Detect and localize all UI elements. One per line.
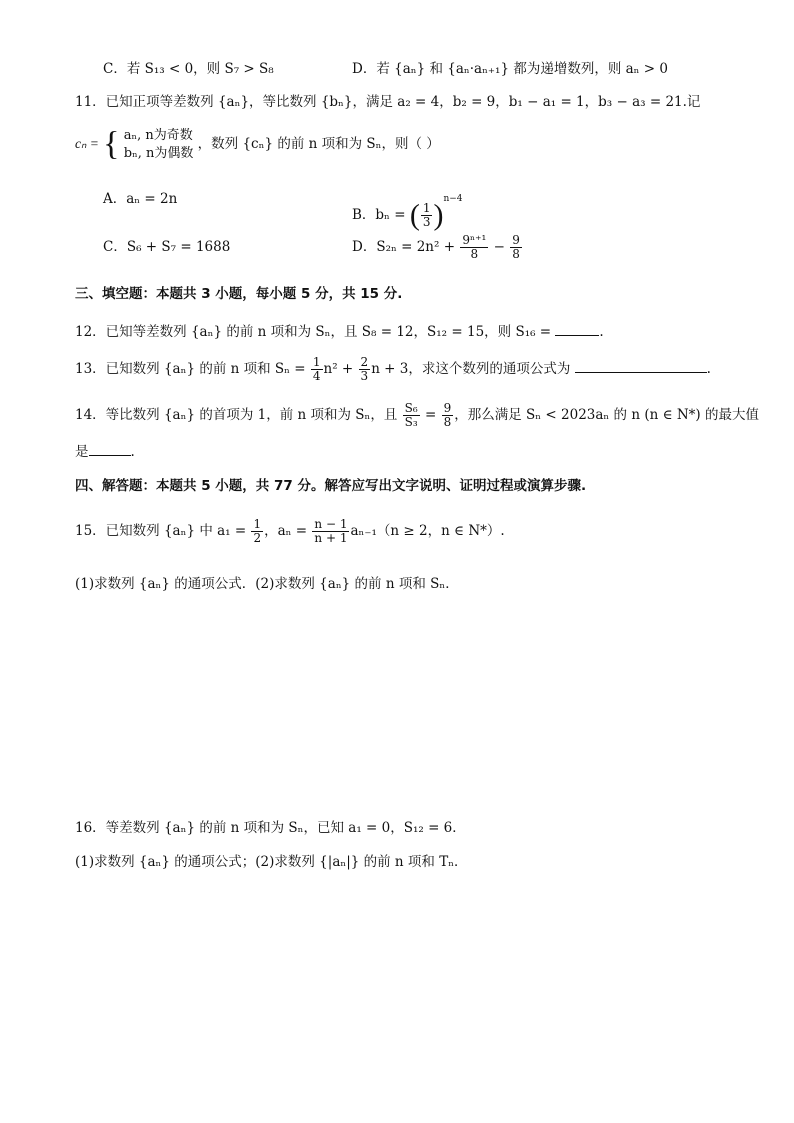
- q11-option-d-prefix: D．S₂ₙ = 2n² +: [352, 239, 456, 255]
- period: .: [130, 444, 135, 460]
- answer-blank[interactable]: [575, 358, 707, 373]
- cn-cases: [124, 127, 194, 163]
- q14: [75, 398, 759, 432]
- fraction: [312, 518, 349, 545]
- numerator: 2: [360, 355, 369, 369]
- q14-line2-text: 是: [75, 444, 89, 460]
- fraction: [403, 402, 420, 429]
- q10-option-d: D．若 {aₙ} 和 {aₙ·aₙ₊₁} 都为递增数列，则 aₙ > 0: [352, 61, 669, 77]
- numerator: 9: [512, 233, 520, 247]
- q10-option-c: C．若 S₁₃ < 0，则 S₇ > S₈: [103, 61, 274, 77]
- q11-cn-definition: [75, 124, 440, 164]
- denominator: 3: [422, 215, 431, 229]
- q11-stem-2: ，数列 {cₙ} 的前 n 项和为 Sₙ，则（ ）: [197, 136, 440, 152]
- q15-stem: [75, 514, 505, 548]
- fraction: [421, 202, 433, 229]
- cn-lhs: cₙ =: [75, 136, 99, 151]
- q14-post: ，那么满足 Sₙ < 2023aₙ 的 n (n ∈ N*) 的最大值: [454, 407, 759, 423]
- q16-subquestions: (1)求数列 {aₙ} 的通项公式；(2)求数列 {|aₙ|} 的前 n 项和 Tₙ．: [75, 854, 468, 870]
- denominator: 8: [470, 247, 479, 261]
- q15-subquestions: (1)求数列 {aₙ} 的通项公式．(2)求数列 {aₙ} 的前 n 项和 Sₙ．: [75, 576, 459, 592]
- fraction: [460, 234, 488, 261]
- section-4-heading: 四、解答题：本题共 5 小题，共 77 分。解答应写出文字说明、证明过程或演算步骤.: [75, 478, 587, 494]
- cn-case-odd: aₙ, n为奇数: [123, 127, 193, 143]
- denominator: S₃: [404, 415, 418, 429]
- equals: =: [425, 407, 437, 423]
- denominator: n + 1: [314, 531, 348, 545]
- q11-option-b: [352, 180, 463, 234]
- q11-option-c: C．S₆ + S₇ = 1688: [103, 239, 231, 255]
- q15-mid: ，aₙ =: [264, 523, 308, 539]
- q11-option-a: A．aₙ = 2n: [103, 191, 178, 207]
- q13-prefix: 13．已知数列 {aₙ} 的前 n 项和 Sₙ =: [75, 361, 306, 377]
- fraction: [311, 356, 323, 383]
- numerator: 1: [253, 517, 262, 531]
- denominator: 3: [360, 369, 369, 383]
- numerator: 9: [443, 401, 452, 415]
- q14-prefix: 14．等比数列 {aₙ} 的首项为 1，前 n 项和为 Sₙ，且: [75, 407, 398, 423]
- fraction: [442, 402, 454, 429]
- fraction: [359, 356, 371, 383]
- minus-sign: −: [493, 239, 505, 255]
- q11-stem: 11．已知正项等差数列 {aₙ}，等比数列 {bₙ}，满足 a₂ = 4，b₂ = 9，b₁ − a₁ = 1，b₃ − a₃ = 21.记: [75, 94, 701, 110]
- q13: [75, 352, 711, 386]
- q15-post: aₙ₋₁（n ≥ 2，n ∈ N*）.: [350, 523, 505, 539]
- denominator: 8: [512, 247, 520, 261]
- q15-prefix: 15．已知数列 {aₙ} 中 a₁ =: [75, 523, 247, 539]
- period: .: [706, 361, 711, 377]
- numerator: 9ⁿ⁺¹: [462, 233, 487, 247]
- numerator: 1: [422, 201, 431, 215]
- paren-left: (: [409, 198, 420, 232]
- cn-case-even: bₙ, n为偶数: [123, 145, 194, 161]
- q11-option-d: [352, 230, 523, 264]
- q12-text: 12．已知等差数列 {aₙ} 的前 n 项和为 Sₙ，且 S₈ = 12，S₁₂ = 15，则 S₁₆ =: [75, 324, 552, 340]
- denominator: 2: [253, 531, 262, 545]
- q12: [75, 321, 604, 342]
- q11-option-b-prefix: B．bₙ =: [352, 207, 406, 223]
- q13-mid: n² +: [323, 361, 354, 377]
- numerator: S₆: [404, 401, 418, 415]
- q13-post: n + 3，求这个数列的通项公式为: [371, 361, 571, 377]
- numerator: 1: [312, 355, 321, 369]
- fraction: [510, 234, 522, 261]
- section-3-heading: 三、填空题：本题共 3 小题，每小题 5 分，共 15 分.: [75, 286, 403, 302]
- q14-line2: [75, 441, 135, 462]
- fraction: [251, 518, 263, 545]
- paren-right: ): [433, 198, 444, 232]
- q16-stem: 16．等差数列 {aₙ} 的前 n 项和为 Sₙ，已知 a₁ = 0，S₁₂ = 6．: [75, 820, 466, 836]
- numerator: n − 1: [314, 517, 348, 531]
- answer-blank[interactable]: [89, 441, 131, 456]
- period: .: [599, 324, 604, 340]
- denominator: 8: [443, 415, 452, 429]
- exponent: n−4: [443, 194, 463, 204]
- denominator: 4: [312, 369, 321, 383]
- answer-blank[interactable]: [555, 321, 599, 336]
- brace-glyph: {: [103, 125, 120, 163]
